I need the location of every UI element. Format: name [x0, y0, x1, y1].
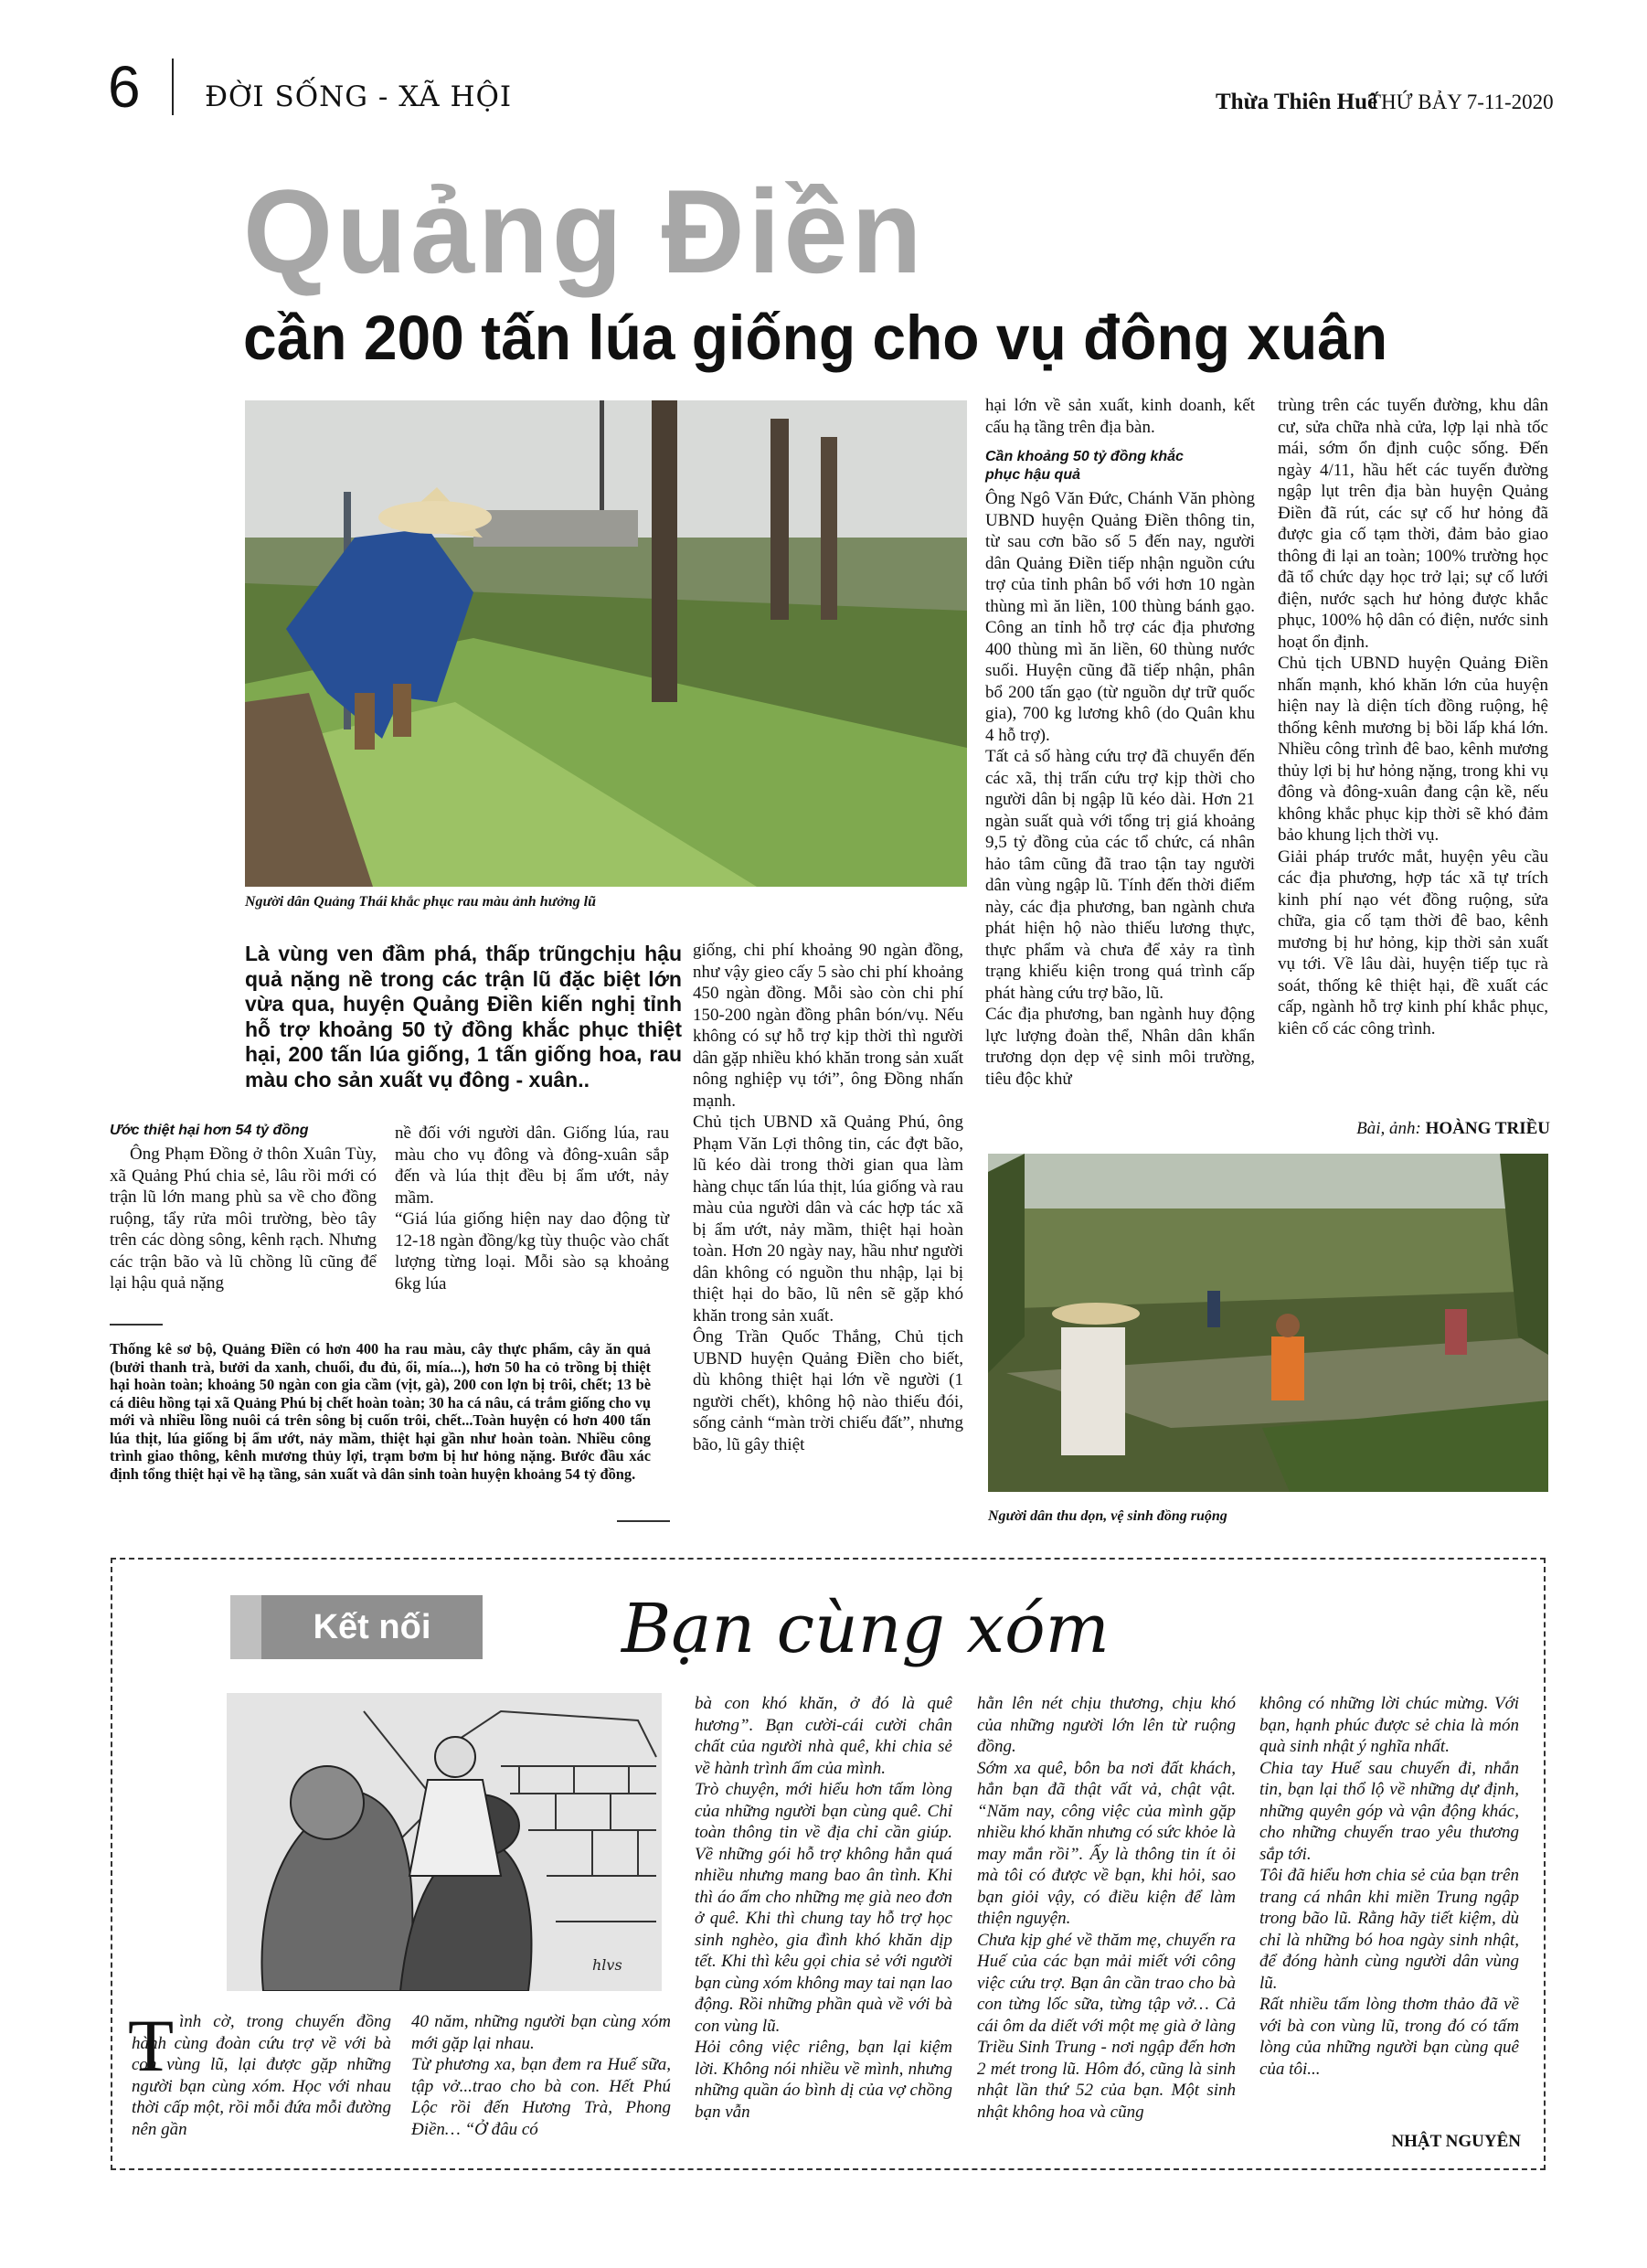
- field-cleanup-photo: [988, 1154, 1548, 1492]
- article-col1: Ông Phạm Đồng ở thôn Xuân Tùy, xã Quảng Phú chia sẻ, lâu rồi mới có trận lũ lớn mang phù sa về cho đồng ruộng, tẩy rửa môi trường, bèo tây trên các dòng sông, kênh rạch. Nhưng các trận bão và lũ chồng lũ cũng để lại hậu quả nặng: [110, 1145, 377, 1293]
- subhead-recovery: Cần khoảng 50 tỷ đồng khắc phục hậu quả: [985, 449, 1184, 483]
- article-col5: trùng trên các tuyến đường, khu dân cư, sửa chữa nhà cửa, lợp lại nhà tốc mái, sớm ổn định cuộc sống. Đến ngày 4/11, hầu hết các tuyến đường ngập lụt trên địa bàn huyện Quảng Điền đã rút, các sự cố hư hỏng đã được gia cố tạm thời, đảm bảo giao thông đi lại an toàn; 100% trường học đã tổ chức dạy học trở lại; sự cố lưới điện, nước sạch hư hỏng được khắc phục, 100% hộ dân có điện, nước sinh hoạt ổn định. Chủ tịch UBND huyện Quảng Điền nhấn mạnh, khó khăn lớn của huyện hiện nay là diện tích đồng ruộng, hệ thống kênh mương bị bồi lấp khá lớn. Nhiều công trình đê bao, kênh mương thủy lợi bị hư hỏng nặng, trong khi vụ đông và đông-xuân đang cận kề, nếu không khắc phục kịp thời sẽ khó đảm bảo khung lịch thời vụ. Giải pháp trước mắt, huyện yêu cầu các địa phương, hợp tác xã tự trích kinh phí nạo vét đồng ruộng, sửa chữa, gia cố tạm thời đê bao, kênh mương bị hư hỏng, kịp thời sản xuất vụ tới. Về lâu dài, huyện tiếp tục rà soát, thống kê thiệt hại, đề xuất các cấp, ngành hỗ trợ kinh phí khắc phục, kiên cố các công trình.: [1278, 396, 1548, 1038]
- subhead-damage: Ước thiệt hại hơn 54 tỷ đồng: [110, 1123, 309, 1138]
- column-col4: hằn lên nét chịu thương, chịu khó của những người lớn lên từ ruộng đồng. Sớm xa quê, bôn ba nơi đất khách, hẳn bạn đã thật vất vả, chật vật. “Năm nay, công việc của mình gặp nhiều khó khăn nhưng có sức khỏe là may mắn rồi”. Ấy là thông tin ít ỏi mà tôi có được về bạn, khi hỏi, sao bạn giỏi vậy, có điều kiện để làm thiện nguyện. Chưa kịp ghé về thăm mẹ, chuyến ra Huế của các bạn mải miết với công việc cứu trợ. Bạn ân cần trao cho bà con từng lốc sữa, từng tập vở… Cả cái ôm da diết với một mẹ già ở làng Triều Sinh Trung - nơi ngập đến hơn 2 mét trong lũ. Hôm đó, cũng là sinh nhật lần thứ 52 của bạn. Một sinh nhật không hoa và cũng: [977, 1694, 1236, 2122]
- sketch-signature: hlvs: [592, 1956, 622, 1974]
- sketch-illustration: [227, 1693, 662, 1991]
- column-label-shadow: [230, 1595, 261, 1659]
- article-kicker: Quảng Điền: [243, 165, 926, 298]
- article-col3: giống, chi phí khoảng 90 ngàn đồng, như vậy gieo cấy 5 sào chi phí khoảng 450 ngàn đồng. Mỗi sào còn chi phí 150-200 ngàn đồng phân bón/vụ. Nếu không có sự hỗ trợ kịp thời thì người dân gặp nhiều khó khăn trong sản xuất nông nghiệp vụ tới”, ông Đồng nhấn mạnh. Chủ tịch UBND xã Quảng Phú, ông Phạm Văn Lợi thông tin, các đợt bão, lũ kéo dài trong thời gian qua làm hàng chục tấn lúa thịt, lúa giống và rau màu của người dân và các hợp tác xã bị ẩm ướt, nảy mầm, thiệt hại hoàn toàn. Hơn 20 ngày nay, hầu như người dân không có nguồn thu nhập, lại bị thiệt hại do bão, lũ nên sẽ gặp khó khăn trong sản xuất. Ông Trần Quốc Thắng, Chủ tịch UBND huyện Quảng Điền cho biết, dù không thiệt hại lớn về người (1 người chết), không hộ nào thiếu đói, sống cảnh “màn trời chiếu đất”, nhưng bão, lũ gây thiệt: [693, 941, 963, 1454]
- paper-name: Thừa Thiên Huế: [1216, 90, 1378, 114]
- farmer-field-photo: [245, 400, 967, 887]
- column-col1: ình cờ, trong chuyến đồng hành cùng đoàn cứu trợ về với bà con vùng lũ, lại được gặp những người bạn cùng xóm. Học với nhau thời cấp một, rồi mỗi đứa mỗi đường nên gần: [132, 2012, 391, 2139]
- section-title: ĐỜI SỐNG - XÃ HỘI: [205, 80, 513, 113]
- boxnote-rule-bottom: [617, 1520, 670, 1522]
- column-title: Bạn cùng xóm: [622, 1590, 1110, 1668]
- article-col4-top: hại lớn về sản xuất, kinh doanh, kết cấu hạ tầng trên địa bàn.: [985, 396, 1255, 437]
- column-col5: không có những lời chúc mừng. Với bạn, hạnh phúc được sẻ chia là món quà sinh nhật ý nghĩa nhất. Chia tay Huế sau chuyến đi, nhắn tin, bạn lại thổ lộ về những dự định, những quyên góp và vận động khác, cho những chuyến trao yêu thương sắp tới. Tôi đã hiểu hơn chia sẻ của bạn trên trang cá nhân khi miền Trung ngập trong bão lũ. Rằng hãy tiết kiệm, dù chỉ là những bó hoa ngày sinh nhật, để đóng hành cùng người dân vùng lũ. Rất nhiều tấm lòng thơm thảo đã về với bà con vùng lũ, trong đó có tấm lòng của những người bạn cùng quê của tôi...: [1259, 1694, 1519, 2079]
- dropcap: T: [128, 2004, 175, 2087]
- article-lead: Là vùng ven đầm phá, thấp trũngchịu hậu quả nặng nề trong các trận lũ đặc biệt lớn vừa qua, huyện Quảng Điền kiến nghị tỉnh hỗ trợ khoảng 50 tỷ đồng khắc phục thiệt hại, 200 tấn lúa giống, 1 tấn giống hoa, rau màu cho sản xuất vụ đông - xuân..: [245, 942, 682, 1091]
- photo1-caption: Người dân Quảng Thái khắc phục rau màu ảnh hưởng lũ: [245, 894, 597, 910]
- article-col4: Ông Ngô Văn Đức, Chánh Văn phòng UBND huyện Quảng Điền thông tin, từ sau cơn bão số 5 đến nay, người dân Quảng Điền tiếp nhận nguồn cứu trợ của tỉnh phân bổ với hơn 10 ngàn thùng mì ăn liền, 100 thùng bánh gạo. Công an tỉnh hỗ trợ các địa phương 400 thùng mì ăn liền, 60 thùng nước suối. Huyện cũng đã tiếp nhận, phân bổ 200 tấn gạo (từ nguồn dự trữ quốc gia), 700 kg lương khô (do Quân khu 4 hỗ trợ). Tất cả số hàng cứu trợ đã chuyển đến các xã, thị trấn cứu trợ kịp thời cho người dân bị ngập lũ kéo dài. Hơn 21 ngàn suất quà với tổng trị giá khoảng 9,5 tỷ đồng của các tổ chức, cá nhân hảo tâm cũng đã trao tận tay người dân vùng ngập lũ. Tính đến thời điểm này, các địa phương, ban ngành chưa phát hiện hộ nào thiếu lương thực, thực phẩm và chưa để xảy ra tình trạng khiếu kiện trong quá trình cấp phát hàng cứu trợ bão, lũ. Các địa phương, ban ngành huy động lực lượng đoàn thể, Nhân dân khẩn trương dọn dẹp vệ sinh môi trường, tiêu độc khử: [985, 489, 1255, 1089]
- column-col2: 40 năm, những người bạn cùng xóm mới gặp lại nhau. Từ phương xa, bạn đem ra Huế sữa, tập vở...trao cho bà con. Hết Phú Lộc rồi đến Hương Trà, Phong Điền… “Ở đâu có: [411, 2012, 671, 2139]
- statistics-note: Thống kê sơ bộ, Quảng Điền có hơn 400 ha rau màu, cây thực phẩm, cây ăn quả (bưởi thanh trà, bưởi da xanh, chuối, đu đủ, ổi, mía...), hơn 50 ha cỏ trồng bị thiệt hại hoàn toàn; khoảng 50 ngàn con gia cầm (vịt, gà), 200 con lợn bị trôi, chết; 13 bè cá diêu hồng tại xã Quảng Phú bị chết hoàn toàn; 30 ha cá nâu, cá trắm giống cho vụ mới và nhiều lồng nuôi cá trên sông bị cuốn trôi, chết...Toàn huyện có hơn 400 tấn lúa thịt, lúa giống bị ẩm ướt, nảy mầm, thiệt hại gần như hoàn toàn. Nhiều công trình giao thông, kênh mương thủy lợi, trạm bơm bị hư hỏng nặng. Bước đầu xác định tổng thiệt hại về hạ tầng, sản xuất và dân sinh toàn huyện khoảng 54 tỷ đồng.: [110, 1340, 651, 1483]
- column-author: NHẬT NGUYÊN: [1391, 2132, 1521, 2151]
- column-col3: bà con khó khăn, ở đó là quê hương”. Bạn cười-cái cười chân chất của người nhà quê, khi chia sẻ về hành trình ấm của mình. Trò chuyện, mới hiểu hơn tấm lòng của những người bạn cùng quê. Chỉ toàn thông tin về địa chỉ cần giúp. Về những gói hỗ trợ không hẳn quá nhiều nhưng mang bao ân tình. Khi thì áo ấm cho những mẹ già neo đơn ở quê. Khi thì chung tay hỗ trợ học sinh nghèo, gia đình khó khăn dịp tết. Khi thì kêu gọi chia sẻ với người bạn cùng xóm không may tai nạn lao động. Rồi những phần quà về với bà con vùng lũ. Hỏi công việc riêng, bạn lại kiệm lời. Không nói nhiều về mình, nhưng những quần áo bình dị của vợ chồng bạn vẫn: [695, 1694, 952, 2122]
- issue-date: THỨ BẢY 7-11-2020: [1368, 91, 1554, 113]
- byline-name: HOÀNG TRIỀU: [1425, 1119, 1550, 1138]
- article-headline: cần 200 tấn lúa giống cho vụ đông xuân: [243, 303, 1388, 373]
- header-divider: [172, 59, 174, 115]
- photo2-caption: Người dân thu dọn, vệ sinh đồng ruộng: [988, 1508, 1227, 1524]
- article-col2: nề đối với người dân. Giống lúa, rau màu cho vụ đông và đông-xuân sắp đến và lúa thịt đều bị ẩm ướt, nảy mầm. “Giá lúa giống hiện nay dao động từ 12-18 ngàn đồng/kg tùy thuộc vào chất lượng từng loại. Mỗi sào sạ khoảng 6kg lúa: [395, 1123, 669, 1294]
- page-number: 6: [108, 54, 141, 120]
- boxnote-rule-top: [110, 1324, 163, 1326]
- byline-label: Bài, ảnh:: [1356, 1119, 1421, 1138]
- byline: [1331, 1119, 1550, 1139]
- column-label: Kết nối: [261, 1595, 483, 1659]
